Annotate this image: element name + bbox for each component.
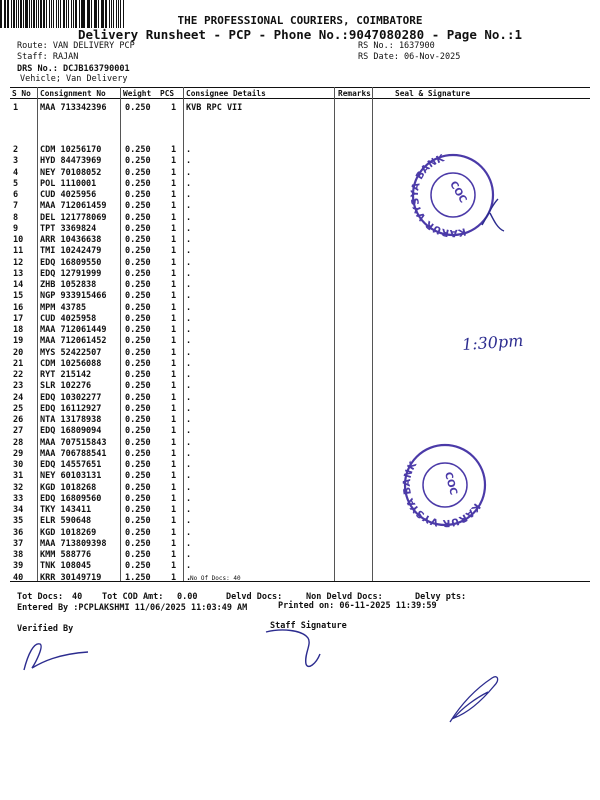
staff-signature-label: Staff Signature bbox=[270, 621, 347, 631]
row-weight: 0.250 bbox=[125, 223, 151, 234]
table-row bbox=[0, 269, 600, 280]
row-consignment: EDQ 14557651 bbox=[40, 460, 102, 470]
table-row bbox=[0, 460, 600, 471]
vehicle-label: Vehicle; Van Delivery bbox=[20, 74, 128, 84]
row-pcs: 1 bbox=[171, 246, 177, 257]
rs-date: RS Date: 06-Nov-2025 bbox=[358, 52, 461, 62]
row-weight: 0.250 bbox=[125, 201, 151, 212]
row-sno: 33 bbox=[13, 493, 24, 504]
row-pcs: 1 bbox=[171, 437, 177, 448]
row-consignment: KGD 1018268 bbox=[40, 482, 97, 493]
table-row bbox=[0, 505, 600, 516]
row-consignment: EDQ 16809560 bbox=[40, 493, 102, 504]
row-sno: 29 bbox=[13, 448, 24, 459]
printed-on: Printed on: 06-11-2025 11:39:59 bbox=[278, 601, 437, 611]
table-row bbox=[0, 145, 600, 156]
row-pcs: 1 bbox=[171, 212, 177, 223]
row-details: . bbox=[186, 336, 192, 347]
row-pcs: 1 bbox=[171, 156, 177, 167]
row-pcs: 1 bbox=[171, 493, 177, 504]
row-details: . bbox=[186, 167, 192, 178]
row-consignment: TKY 143411 bbox=[40, 505, 92, 515]
row-consignment: CDM 10256088 bbox=[40, 358, 102, 369]
table-row bbox=[0, 471, 600, 482]
row-details: . bbox=[186, 392, 192, 403]
row-details: . bbox=[186, 561, 192, 572]
row-sno: 3 bbox=[13, 156, 19, 167]
row-pcs: 1 bbox=[171, 336, 177, 347]
row-sno: 17 bbox=[13, 313, 24, 324]
row-consignment: HYD 84473969 bbox=[40, 156, 102, 167]
row-sno: 21 bbox=[13, 358, 24, 369]
row-consignment: EDQ 12791999 bbox=[40, 268, 102, 279]
handwritten-time: 1:30pm bbox=[461, 330, 524, 355]
row-sno: 15 bbox=[13, 291, 24, 302]
row-sno: 24 bbox=[13, 392, 24, 403]
tot-docs-value: 40 bbox=[72, 592, 83, 602]
row-consignment: ELR 590648 bbox=[40, 516, 92, 527]
row-details: . bbox=[186, 505, 192, 515]
rs-number: RS No.: 1637900 bbox=[358, 41, 435, 51]
row-consignment: CDM 10256170 bbox=[40, 145, 102, 155]
row-weight: 0.250 bbox=[125, 561, 151, 572]
row-pcs: 1 bbox=[171, 550, 177, 560]
non-delvd-docs-label: Non Delvd Docs: bbox=[306, 592, 383, 602]
row-details: . bbox=[186, 437, 192, 448]
table-row bbox=[0, 381, 600, 392]
table-row bbox=[0, 190, 600, 201]
row-sno: 11 bbox=[13, 246, 24, 257]
row-details: . bbox=[186, 223, 192, 234]
verified-signature bbox=[18, 634, 108, 674]
row-sno: 2 bbox=[13, 145, 19, 155]
row-weight: 0.250 bbox=[125, 460, 151, 470]
row-consignment: MAA 712061459 bbox=[40, 201, 107, 212]
table-row bbox=[0, 550, 600, 561]
row-sno: 26 bbox=[13, 415, 24, 425]
route-label: Route: VAN DELIVERY PCP bbox=[17, 41, 135, 51]
row-details: . bbox=[186, 527, 192, 538]
row-weight: 0.250 bbox=[125, 381, 151, 392]
row-weight: 0.250 bbox=[125, 437, 151, 448]
row-sno: 36 bbox=[13, 527, 24, 538]
row-details: . bbox=[186, 280, 192, 290]
row-pcs: 1 bbox=[171, 460, 177, 470]
row-sno: 23 bbox=[13, 381, 24, 392]
row-consignment: MAA 713809398 bbox=[40, 538, 107, 549]
col-header-weight: Weight bbox=[123, 89, 152, 98]
row-details: . bbox=[186, 381, 192, 392]
svg-text:KARUR VYSYA BANK: KARUR VYSYA BANK bbox=[409, 153, 467, 239]
table-row bbox=[0, 156, 600, 167]
svg-text:COC: COC bbox=[447, 179, 469, 206]
row-consignment: EDQ 16112927 bbox=[40, 403, 102, 414]
row-details: . bbox=[186, 516, 192, 527]
row-weight: 0.250 bbox=[125, 527, 151, 538]
row-weight: 0.250 bbox=[125, 190, 151, 200]
row-consignment: DEL 121778069 bbox=[40, 212, 107, 223]
row-details: . bbox=[186, 268, 192, 279]
row-pcs: 1 bbox=[171, 103, 177, 113]
row-pcs: 1 bbox=[171, 538, 177, 549]
table-row bbox=[0, 314, 600, 325]
row-weight: 0.250 bbox=[125, 167, 151, 178]
row-sno: 6 bbox=[13, 190, 19, 200]
table-row bbox=[0, 561, 600, 572]
row-sno: 4 bbox=[13, 167, 19, 178]
row-details: . bbox=[186, 145, 192, 155]
row-details: . bbox=[186, 212, 192, 223]
row-consignment: NEY 70108052 bbox=[40, 167, 102, 178]
row-weight: 0.250 bbox=[125, 246, 151, 257]
table-header-rule bbox=[10, 98, 590, 99]
row-sno: 7 bbox=[13, 201, 19, 212]
row-pcs: 1 bbox=[171, 482, 177, 493]
table-note: No Of Docs: 40 bbox=[190, 575, 241, 582]
bank-stamp-bottom bbox=[400, 440, 490, 530]
row-sno: 8 bbox=[13, 212, 19, 223]
row-pcs: 1 bbox=[171, 223, 177, 234]
delvy-pts-label: Delvy pts: bbox=[415, 592, 467, 602]
table-row bbox=[0, 179, 600, 190]
row-consignment: NTA 13178938 bbox=[40, 415, 102, 425]
table-row bbox=[0, 516, 600, 527]
row-consignment: CUD 4025956 bbox=[40, 190, 97, 200]
row-pcs: 1 bbox=[171, 415, 177, 425]
row-pcs: 1 bbox=[171, 201, 177, 212]
table-row bbox=[0, 438, 600, 449]
row-weight: 0.250 bbox=[125, 257, 151, 268]
row-consignment: EDQ 16809550 bbox=[40, 257, 102, 268]
row-consignment: RYT 215142 bbox=[40, 370, 92, 380]
row-details: . bbox=[186, 302, 192, 313]
row-weight: 0.250 bbox=[125, 415, 151, 425]
table-row bbox=[0, 494, 600, 505]
table-row bbox=[0, 213, 600, 224]
row-pcs: 1 bbox=[171, 178, 177, 189]
col-header-sno: S No bbox=[12, 89, 31, 98]
row-details: . bbox=[186, 291, 192, 302]
row-consignment: CUD 4025958 bbox=[40, 313, 97, 324]
col-header-consignment: Consignment No bbox=[40, 89, 106, 98]
row-pcs: 1 bbox=[171, 516, 177, 527]
row-details: . bbox=[186, 347, 192, 358]
row-details: . bbox=[186, 550, 192, 560]
row-consignment: MAA 712061449 bbox=[40, 325, 107, 335]
row-sno: 25 bbox=[13, 403, 24, 414]
row-weight: 0.250 bbox=[125, 538, 151, 549]
scribble-signature bbox=[440, 668, 510, 728]
row-weight: 0.250 bbox=[125, 280, 151, 290]
row-details: . bbox=[186, 460, 192, 470]
row-weight: 0.250 bbox=[125, 336, 151, 347]
row-details: . bbox=[186, 358, 192, 369]
table-top-rule bbox=[10, 87, 590, 88]
row-sno: 32 bbox=[13, 482, 24, 493]
row-weight: 0.250 bbox=[125, 403, 151, 414]
row-consignment: KGD 1018269 bbox=[40, 527, 97, 538]
row-pcs: 1 bbox=[171, 268, 177, 279]
row-consignment: TNK 108045 bbox=[40, 561, 92, 572]
row-sno: 40 bbox=[13, 572, 24, 583]
runsheet-title: Delivery Runsheet - PCP - Phone No.:9047080280 - Page No.:1 bbox=[77, 27, 522, 42]
row-consignment: MYS 52422507 bbox=[40, 347, 102, 358]
row-sno: 13 bbox=[13, 268, 24, 279]
row-details: . bbox=[186, 493, 192, 504]
table-row bbox=[0, 235, 600, 246]
row-weight: 0.250 bbox=[125, 212, 151, 223]
row-consignment: ARR 10436638 bbox=[40, 235, 102, 245]
row-weight: 0.250 bbox=[125, 235, 151, 245]
table-row bbox=[0, 103, 600, 114]
table-row bbox=[0, 280, 600, 291]
row-weight: 0.250 bbox=[125, 103, 151, 113]
row-details: . bbox=[186, 370, 192, 380]
row-pcs: 1 bbox=[171, 370, 177, 380]
staff-label: Staff: RAJAN bbox=[17, 52, 79, 62]
svg-text:COC: COC bbox=[441, 470, 459, 497]
row-pcs: 1 bbox=[171, 291, 177, 302]
row-consignment: MAA 706788541 bbox=[40, 448, 107, 459]
row-consignment: MAA 713342396 bbox=[40, 103, 107, 113]
svg-text:KARUR VYSYA BANK: KARUR VYSYA BANK bbox=[401, 460, 482, 529]
row-weight: 0.250 bbox=[125, 291, 151, 302]
row-details: . bbox=[186, 246, 192, 257]
table-row bbox=[0, 393, 600, 404]
row-consignment: EDQ 10302277 bbox=[40, 392, 102, 403]
row-pcs: 1 bbox=[171, 561, 177, 572]
row-weight: 0.250 bbox=[125, 493, 151, 504]
row-consignment: POL 1110001 bbox=[40, 178, 97, 189]
row-consignment: KMM 588776 bbox=[40, 550, 92, 560]
row-details: . bbox=[186, 471, 192, 482]
table-row bbox=[0, 359, 600, 370]
row-details: . bbox=[186, 325, 192, 335]
row-sno: 16 bbox=[13, 302, 24, 313]
table-row bbox=[0, 539, 600, 550]
row-sno: 18 bbox=[13, 325, 24, 335]
row-pcs: 1 bbox=[171, 505, 177, 515]
row-details: . bbox=[186, 572, 192, 583]
row-weight: 0.250 bbox=[125, 325, 151, 335]
table-row bbox=[0, 224, 600, 235]
row-weight: 0.250 bbox=[125, 505, 151, 515]
row-details: . bbox=[186, 156, 192, 167]
row-sno: 12 bbox=[13, 257, 24, 268]
row-sno: 35 bbox=[13, 516, 24, 527]
col-header-pcs: PCS bbox=[160, 89, 175, 98]
table-row bbox=[0, 404, 600, 415]
verified-by-label: Verified By bbox=[17, 624, 74, 634]
row-sno: 20 bbox=[13, 347, 24, 358]
table-row bbox=[0, 201, 600, 212]
row-weight: 1.250 bbox=[125, 572, 151, 583]
row-pcs: 1 bbox=[171, 426, 177, 437]
row-details: . bbox=[186, 201, 192, 212]
tot-cod-value: 0.00 bbox=[177, 592, 198, 602]
row-weight: 0.250 bbox=[125, 313, 151, 324]
row-consignment: MAA 707515843 bbox=[40, 437, 107, 448]
col-header-seal: Seal & Signature bbox=[395, 89, 471, 98]
tot-cod-label: Tot COD Amt: bbox=[102, 592, 164, 602]
tot-docs-label: Tot Docs: bbox=[17, 592, 64, 602]
row-pcs: 1 bbox=[171, 235, 177, 245]
row-sno: 10 bbox=[13, 235, 24, 245]
row-sno: 37 bbox=[13, 538, 24, 549]
row-details: . bbox=[186, 235, 192, 245]
row-pcs: 1 bbox=[171, 302, 177, 313]
row-consignment: NEY 60103131 bbox=[40, 471, 102, 482]
row-details: . bbox=[186, 313, 192, 324]
row-weight: 0.250 bbox=[125, 156, 151, 167]
table-row bbox=[0, 415, 600, 426]
table-row bbox=[0, 449, 600, 460]
row-weight: 0.250 bbox=[125, 471, 151, 482]
table-row bbox=[0, 528, 600, 539]
row-details: KVB RPC VII bbox=[186, 103, 243, 113]
row-details: . bbox=[186, 538, 192, 549]
row-weight: 0.250 bbox=[125, 178, 151, 189]
row-pcs: 1 bbox=[171, 381, 177, 392]
row-details: . bbox=[186, 178, 192, 189]
row-consignment: SLR 102276 bbox=[40, 381, 92, 392]
row-weight: 0.250 bbox=[125, 358, 151, 369]
row-consignment: ZHB 1052838 bbox=[40, 280, 97, 290]
handwritten-mark bbox=[478, 195, 508, 235]
row-weight: 0.250 bbox=[125, 302, 151, 313]
row-details: . bbox=[186, 190, 192, 200]
row-details: . bbox=[186, 403, 192, 414]
row-weight: 0.250 bbox=[125, 448, 151, 459]
row-consignment: TPT 3369824 bbox=[40, 223, 97, 234]
col-header-details: Consignee Details bbox=[186, 89, 266, 98]
row-consignment: NGP 933915466 bbox=[40, 291, 107, 302]
row-details: . bbox=[186, 415, 192, 425]
row-pcs: 1 bbox=[171, 572, 177, 583]
row-pcs: 1 bbox=[171, 313, 177, 324]
row-pcs: 1 bbox=[171, 190, 177, 200]
row-sno: 1 bbox=[13, 103, 19, 113]
table-row bbox=[0, 426, 600, 437]
row-sno: 22 bbox=[13, 370, 24, 380]
row-weight: 0.250 bbox=[125, 347, 151, 358]
row-pcs: 1 bbox=[171, 257, 177, 268]
table-row bbox=[0, 303, 600, 314]
delvd-docs-label: Delvd Docs: bbox=[226, 592, 283, 602]
row-weight: 0.250 bbox=[125, 516, 151, 527]
row-weight: 0.250 bbox=[125, 145, 151, 155]
row-sno: 9 bbox=[13, 223, 19, 234]
company-name: THE PROFESSIONAL COURIERS, COIMBATORE bbox=[177, 14, 423, 27]
row-weight: 0.250 bbox=[125, 550, 151, 560]
row-pcs: 1 bbox=[171, 471, 177, 482]
col-header-remarks: Remarks bbox=[338, 89, 371, 98]
row-pcs: 1 bbox=[171, 347, 177, 358]
row-details: . bbox=[186, 448, 192, 459]
table-row bbox=[0, 483, 600, 494]
row-sno: 39 bbox=[13, 561, 24, 572]
row-weight: 0.250 bbox=[125, 392, 151, 403]
row-sno: 28 bbox=[13, 437, 24, 448]
drs-number: DRS No.: DCJB163790001 bbox=[17, 64, 130, 74]
row-sno: 34 bbox=[13, 505, 24, 515]
row-details: . bbox=[186, 426, 192, 437]
table-bottom-rule bbox=[10, 581, 590, 582]
row-consignment: KRR 30149719 bbox=[40, 572, 102, 583]
row-weight: 0.250 bbox=[125, 426, 151, 437]
row-sno: 31 bbox=[13, 471, 24, 482]
row-sno: 14 bbox=[13, 280, 24, 290]
row-pcs: 1 bbox=[171, 403, 177, 414]
row-sno: 38 bbox=[13, 550, 24, 560]
table-row bbox=[0, 291, 600, 302]
row-sno: 27 bbox=[13, 426, 24, 437]
row-consignment: MAA 712061452 bbox=[40, 336, 107, 347]
row-pcs: 1 bbox=[171, 392, 177, 403]
table-row bbox=[0, 258, 600, 269]
row-details: . bbox=[186, 482, 192, 493]
row-weight: 0.250 bbox=[125, 370, 151, 380]
staff-signature bbox=[262, 624, 342, 672]
row-consignment: TMI 10242479 bbox=[40, 246, 102, 257]
row-pcs: 1 bbox=[171, 167, 177, 178]
row-weight: 0.250 bbox=[125, 482, 151, 493]
entered-by: Entered By :PCPLAKSHMI 11/06/2025 11:03:49 AM bbox=[17, 603, 248, 613]
row-pcs: 1 bbox=[171, 145, 177, 155]
table-row bbox=[0, 370, 600, 381]
row-weight: 0.250 bbox=[125, 268, 151, 279]
row-sno: 19 bbox=[13, 336, 24, 347]
row-pcs: 1 bbox=[171, 325, 177, 335]
row-pcs: 1 bbox=[171, 448, 177, 459]
row-details: . bbox=[186, 257, 192, 268]
row-pcs: 1 bbox=[171, 358, 177, 369]
table-row bbox=[0, 168, 600, 179]
row-pcs: 1 bbox=[171, 527, 177, 538]
row-sno: 5 bbox=[13, 178, 19, 189]
row-pcs: 1 bbox=[171, 280, 177, 290]
table-row bbox=[0, 246, 600, 257]
row-consignment: EDQ 16809094 bbox=[40, 426, 102, 437]
row-consignment: MPM 43785 bbox=[40, 302, 87, 313]
row-sno: 30 bbox=[13, 460, 24, 470]
